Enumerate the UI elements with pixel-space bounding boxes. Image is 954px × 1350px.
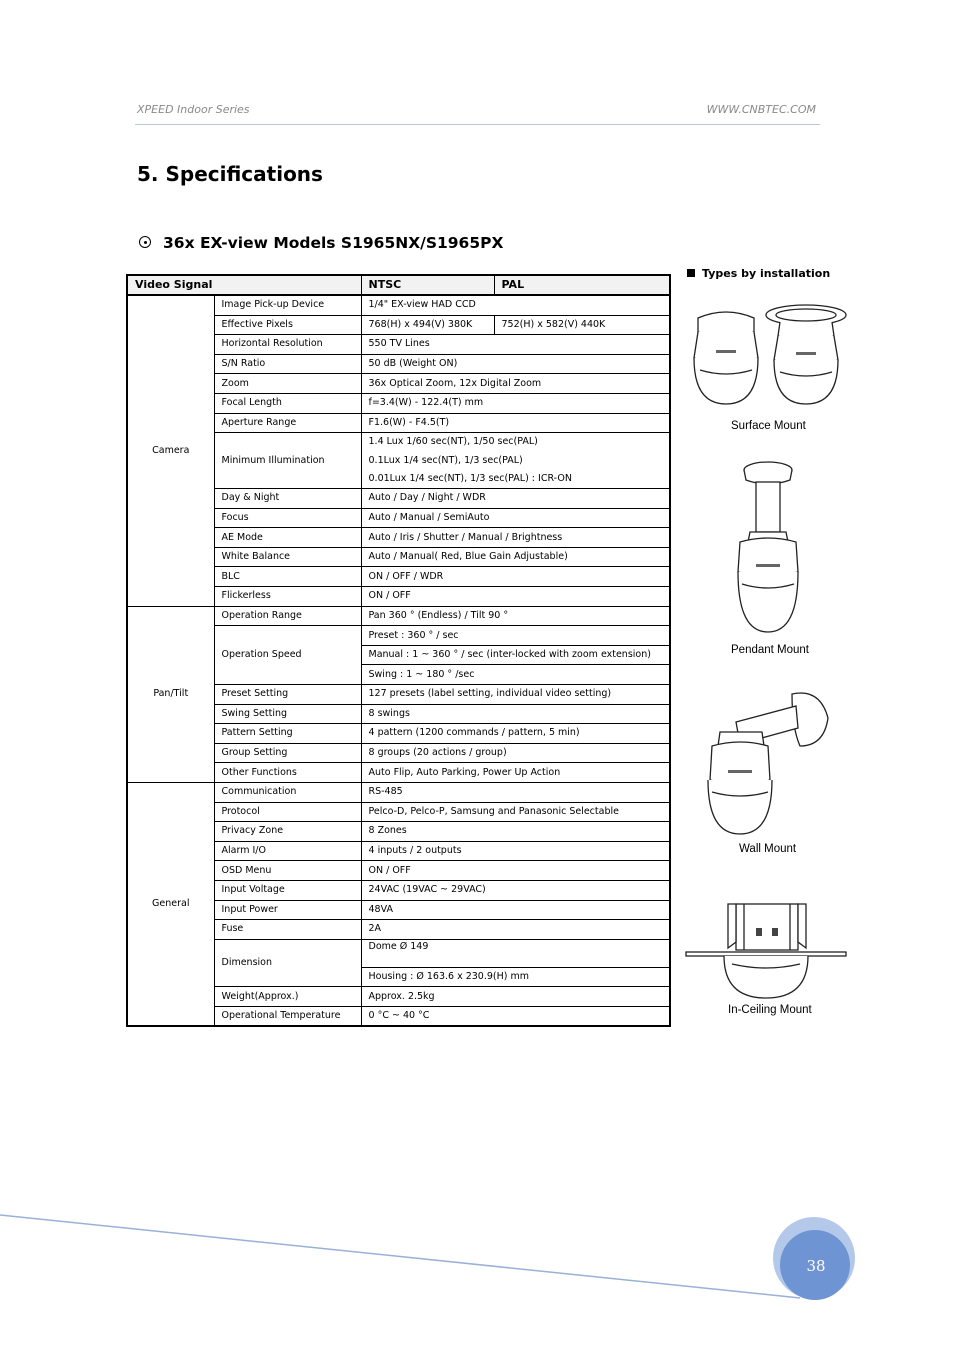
- spec-value: f=3.4(W) - 122.4(T) mm: [361, 393, 670, 413]
- header-series: XPEED Indoor Series: [137, 103, 250, 116]
- spec-key: Operational Temperature: [214, 1006, 361, 1026]
- spec-key: Protocol: [214, 802, 361, 822]
- spec-key: Other Functions: [214, 763, 361, 783]
- spec-value: 1.4 Lux 1/60 sec(NT), 1/50 sec(PAL): [361, 433, 670, 452]
- spec-key: Operation Speed: [214, 626, 361, 685]
- spec-key: Zoom: [214, 374, 361, 394]
- page-number: 38: [806, 1257, 826, 1275]
- spec-key: Privacy Zone: [214, 822, 361, 842]
- circle-dot-icon: [139, 236, 151, 248]
- spec-value: 24VAC (19VAC ~ 29VAC): [361, 880, 670, 900]
- spec-value: Approx. 2.5kg: [361, 987, 670, 1007]
- spec-key: Aperture Range: [214, 413, 361, 433]
- spec-key: AE Mode: [214, 528, 361, 548]
- spec-value: ON / OFF / WDR: [361, 567, 670, 587]
- spec-value: 127 presets (label setting, individual video setting): [361, 684, 670, 704]
- spec-value: 1/4" EX-view HAD CCD: [361, 295, 670, 315]
- spec-key: S/N Ratio: [214, 354, 361, 374]
- spec-key: White Balance: [214, 547, 361, 567]
- table-row: [127, 782, 670, 802]
- surface-mount-caption: Surface Mount: [731, 420, 806, 432]
- header-pal: PAL: [494, 275, 670, 295]
- spec-key: Fuse: [214, 920, 361, 940]
- spec-value-pal: 752(H) x 582(V) 440K: [494, 315, 670, 335]
- header-url: WWW.CNBTEC.COM: [706, 103, 816, 116]
- spec-value: Auto Flip, Auto Parking, Power Up Action: [361, 763, 670, 783]
- spec-value: ON / OFF: [361, 861, 670, 881]
- spec-value: Pan 360 ° (Endless) / Tilt 90 °: [361, 606, 670, 626]
- in-ceiling-mount-image: [684, 898, 849, 1003]
- spec-value: RS-485: [361, 782, 670, 802]
- spec-value: Housing : Ø 163.6 x 230.9(H) mm: [361, 967, 670, 987]
- spec-value: Swing : 1 ~ 180 ° /sec: [361, 665, 670, 685]
- spec-key: Operation Range: [214, 606, 361, 626]
- spec-value: 0.1Lux 1/4 sec(NT), 1/3 sec(PAL): [361, 451, 670, 469]
- spec-key: Effective Pixels: [214, 315, 361, 335]
- spec-key: Communication: [214, 782, 361, 802]
- spec-key: Input Power: [214, 900, 361, 920]
- spec-key: Pattern Setting: [214, 724, 361, 744]
- wall-mount-image: [700, 688, 835, 836]
- surface-mount-image: [688, 300, 853, 410]
- spec-value: ON / OFF: [361, 587, 670, 607]
- spec-key: BLC: [214, 567, 361, 587]
- spec-key: Focal Length: [214, 393, 361, 413]
- spec-value: Auto / Iris / Shutter / Manual / Brightness: [361, 528, 670, 548]
- category-camera: Camera: [127, 295, 214, 606]
- spec-value: Manual : 1 ~ 360 ° / sec (inter-locked with zoom extension): [361, 645, 670, 665]
- spec-key: Preset Setting: [214, 684, 361, 704]
- spec-value: Auto / Manual / SemiAuto: [361, 508, 670, 528]
- header-ntsc: NTSC: [361, 275, 494, 295]
- spec-key: Swing Setting: [214, 704, 361, 724]
- spec-value: 36x Optical Zoom, 12x Digital Zoom: [361, 374, 670, 394]
- spec-value: 48VA: [361, 900, 670, 920]
- spec-value: 4 inputs / 2 outputs: [361, 841, 670, 861]
- in-ceiling-mount-caption: In-Ceiling Mount: [728, 1004, 812, 1016]
- spec-key: Dimension: [214, 939, 361, 987]
- spec-value: F1.6(W) - F4.5(T): [361, 413, 670, 433]
- square-bullet-icon: [687, 269, 695, 277]
- pendant-mount-caption: Pendant Mount: [731, 644, 810, 656]
- spec-key: Flickerless: [214, 587, 361, 607]
- spec-value: Pelco-D, Pelco-P, Samsung and Panasonic Selectable: [361, 802, 670, 822]
- spec-value: Auto / Manual( Red, Blue Gain Adjustable): [361, 547, 670, 567]
- installation-heading: [687, 267, 830, 280]
- spec-value: 8 Zones: [361, 822, 670, 842]
- spec-value: 8 swings: [361, 704, 670, 724]
- spec-value: 0.01Lux 1/4 sec(NT), 1/3 sec(PAL) : ICR-ON: [361, 470, 670, 489]
- table-header-row: [127, 275, 670, 295]
- spec-key: Image Pick-up Device: [214, 295, 361, 315]
- spec-key: Input Voltage: [214, 880, 361, 900]
- spec-value-ntsc: 768(H) x 494(V) 380K: [361, 315, 494, 335]
- section-title: 5. Specifications: [137, 162, 323, 186]
- spec-value: 50 dB (Weight ON): [361, 354, 670, 374]
- spec-value: Auto / Day / Night / WDR: [361, 489, 670, 509]
- spec-key: Horizontal Resolution: [214, 335, 361, 355]
- spec-key: Day & Night: [214, 489, 361, 509]
- spec-value: 2A: [361, 920, 670, 940]
- spec-key: Minimum Illumination: [214, 433, 361, 489]
- sub-heading: [139, 234, 503, 252]
- spec-value: Preset : 360 ° / sec: [361, 626, 670, 646]
- spec-key: Group Setting: [214, 743, 361, 763]
- spec-value: 4 pattern (1200 commands / pattern, 5 min): [361, 724, 670, 744]
- spec-value: Dome Ø 149: [361, 939, 670, 967]
- spec-value: 550 TV Lines: [361, 335, 670, 355]
- installation-heading-text: Types by installation: [702, 267, 831, 280]
- header-video-signal: Video Signal: [127, 275, 361, 295]
- header-rule: [135, 124, 820, 125]
- pendant-mount-image: [728, 460, 808, 635]
- table-row: [127, 606, 670, 626]
- spec-key: Alarm I/O: [214, 841, 361, 861]
- spec-key: Focus: [214, 508, 361, 528]
- spec-table: [126, 274, 671, 1027]
- category-pan-tilt: Pan/Tilt: [127, 606, 214, 782]
- category-general: General: [127, 782, 214, 1026]
- wall-mount-caption: Wall Mount: [739, 843, 797, 855]
- spec-value: 8 groups (20 actions / group): [361, 743, 670, 763]
- spec-key: OSD Menu: [214, 861, 361, 881]
- spec-value: 0 °C ~ 40 °C: [361, 1006, 670, 1026]
- sub-heading-text: 36x EX-view Models S1965NX/S1965PX: [163, 234, 504, 252]
- spec-key: Weight(Approx.): [214, 987, 361, 1007]
- table-row: [127, 295, 670, 315]
